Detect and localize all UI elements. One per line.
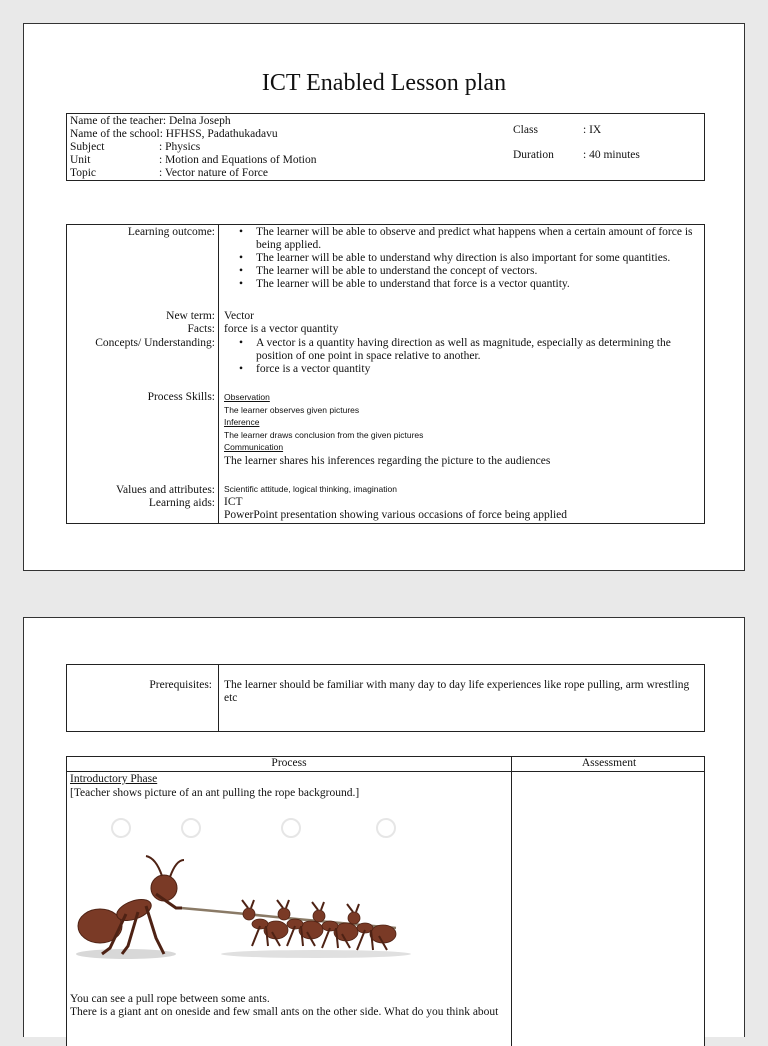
new-term-label: New term: [166,310,215,322]
communication-text: The learner shares his inferences regarding the picture to the audiences [224,454,551,467]
values-value: Scientific attitude, logical thinking, imagination [224,484,397,494]
concepts-list [222,337,692,376]
duration-value: : 40 minutes [583,149,640,161]
topic-label: Topic [70,167,97,179]
observation-heading: Observation [224,392,270,402]
unit-label: Unit [70,154,91,166]
list-item: • A vector is a quantity having direction as well as magnitude, especially as determining the position of one point in space relative to another. [222,337,692,363]
page-title: ICT Enabled Lesson plan [261,70,507,96]
introductory-phase-heading: Introductory Phase [70,773,158,785]
observation-text: The learner observes given pictures [224,404,360,415]
topic-value: : Vector nature of Force [159,167,268,179]
plan-table [66,224,705,524]
teacher-name: Name of the teacher: Delna Joseph [70,115,231,127]
values-label: Values and attributes: [115,484,215,496]
new-term-value: Vector [224,310,255,322]
list-item: • The learner will be able to understand why direction is also important for some quantities. [222,252,694,265]
subject-label: Subject [70,141,105,153]
list-item: • force is a vector quantity [222,363,692,376]
process-skills-block [224,391,550,468]
paragraph-1: You can see a pull rope between some ants. [70,993,270,1005]
concepts-block [222,337,692,376]
facts-label: Facts: [187,323,215,335]
list-item: • The learner will be able to understand the concept of vectors. [222,265,694,278]
prerequisites-table [66,664,705,732]
school-name: Name of the school: HFHSS, Padathukadavu [70,128,278,140]
class-label: Class [513,124,538,136]
list-item: • The learner will be able to understand that force is a vector quantity. [222,278,694,291]
paragraph-2: There is a giant ant on oneside and few small ants on the other side. What do you think about [70,1006,499,1018]
aids-value-2: PowerPoint presentation showing various occasions of force being applied [224,509,568,521]
process-skills-label: Process Skills: [147,391,215,403]
facts-value: force is a vector quantity [224,323,339,335]
header-box [66,113,705,181]
learning-outcome-label: Learning outcome: [127,226,215,238]
unit-value: : Motion and Equations of Motion [159,154,317,166]
teacher-instruction: [Teacher shows picture of an ant pulling the rope background.] [70,787,360,799]
assessment-column-header: Assessment [581,757,637,769]
class-value: : IX [583,124,602,136]
outcomes-list [222,226,694,291]
communication-heading: Communication [224,442,284,452]
prerequisites-text: The learner should be familiar with many day to day life experiences like rope pulling, arm wrestling etc [224,679,690,704]
process-column-header: Process [271,757,307,769]
duration-label: Duration [513,149,554,161]
label-column [67,225,215,523]
aids-value-1: ICT [224,496,243,508]
ants-rope-pulling-image [66,808,416,988]
inference-heading: Inference [224,417,260,427]
inference-text: The learner draws conclusion from the given pictures [224,429,424,440]
list-item: • The learner will be able to observe and predict what happens when a certain amount of force is being applied. [222,226,694,252]
content-column [224,226,694,291]
concepts-label: Concepts/ Understanding: [95,337,215,349]
subject-value: : Physics [159,141,201,153]
learning-aids-label: Learning aids: [148,497,215,509]
prerequisites-label: Prerequisites: [149,679,212,691]
